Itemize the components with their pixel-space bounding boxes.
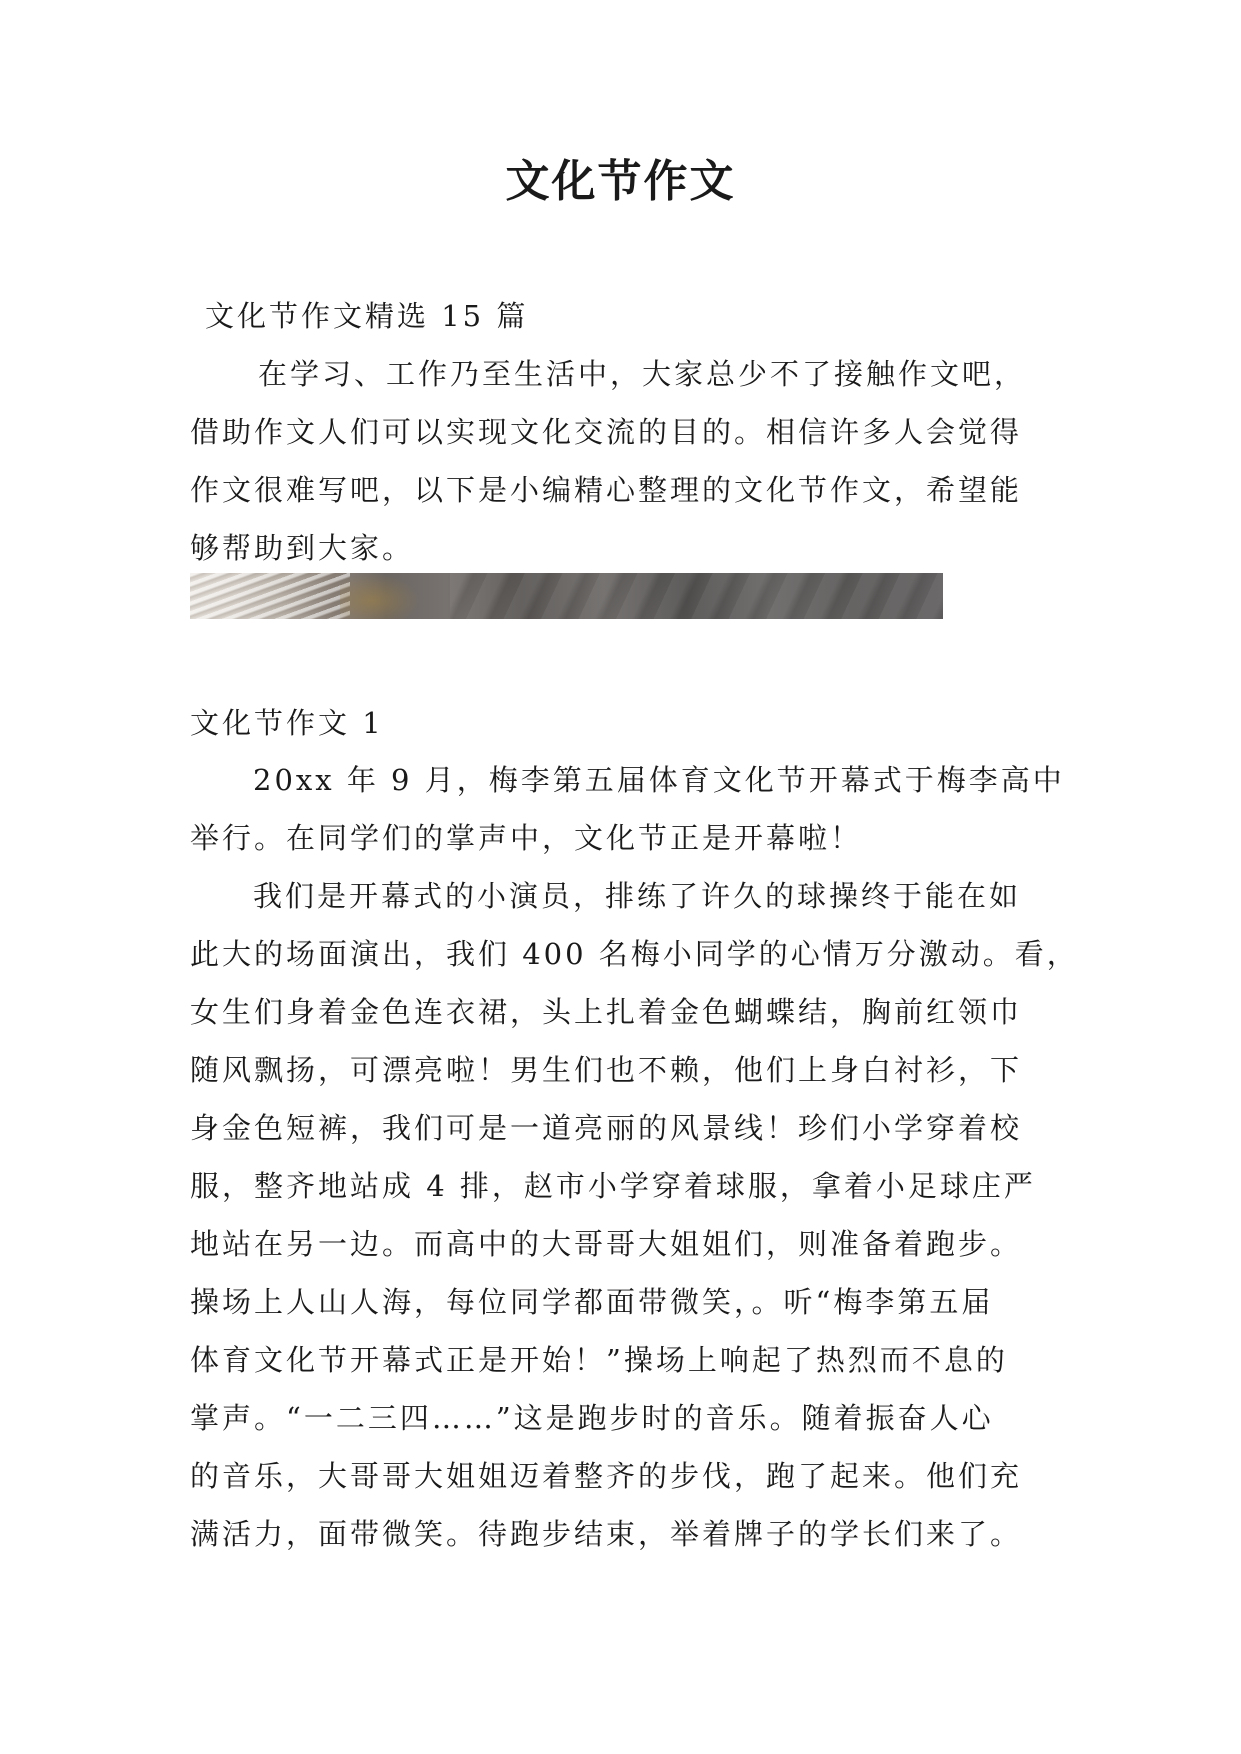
intro-line: 够帮助到大家。 [190, 531, 415, 565]
body-line: 体育文化节开幕式正是开始！”操场上响起了热烈而不息的 [190, 1343, 1008, 1377]
body-line: 此大的场面演出，我们 400 名梅小同学的心情万分激动。看， [190, 937, 1079, 971]
body-line: 女生们身着金色连衣裙，头上扎着金色蝴蝶结，胸前红领巾 [190, 995, 1023, 1029]
body-line: 身金色短裤，我们可是一道亮丽的风景线！珍们小学穿着校 [190, 1111, 1023, 1145]
body-line: 的音乐，大哥哥大姐姐迈着整齐的步伐，跑了起来。他们充 [190, 1459, 1023, 1493]
body-line: 操场上人山人海，每位同学都面带微笑，。听“梅李第五届 [190, 1285, 994, 1319]
banner-image [190, 573, 943, 619]
intro-line: 借助作文人们可以实现文化交流的目的。相信许多人会觉得 [190, 415, 1023, 449]
body-line: 20xx 年 9 月，梅李第五届体育文化节开幕式于梅李高中 [253, 763, 1065, 797]
body-line: 满活力，面带微笑。待跑步结束，举着牌子的学长们来了。 [190, 1517, 1023, 1551]
body-line: 地站在另一边。而高中的大哥哥大姐姐们，则准备着跑步。 [190, 1227, 1023, 1261]
body-line: 服，整齐地站成 4 排，赵市小学穿着球服，拿着小足球庄严 [190, 1169, 1036, 1203]
section-heading: 文化节作文 1 [190, 706, 384, 740]
document-title: 文化节作文 [505, 156, 736, 207]
body-line: 随风飘扬，可漂亮啦！男生们也不赖，他们上身白衬衫，下 [190, 1053, 1023, 1087]
intro-line: 在学习、工作乃至生活中，大家总少不了接触作文吧， [258, 357, 1027, 391]
subtitle: 文化节作文精选 15 篇 [205, 299, 529, 333]
body-line: 我们是开幕式的小演员，排练了许久的球操终于能在如 [253, 879, 1022, 913]
body-line: 掌声。“一二三四……”这是跑步时的音乐。随着振奋人心 [190, 1401, 994, 1435]
intro-line: 作文很难写吧，以下是小编精心整理的文化节作文，希望能 [190, 473, 1023, 507]
body-line: 举行。在同学们的掌声中，文化节正是开幕啦！ [190, 821, 863, 855]
